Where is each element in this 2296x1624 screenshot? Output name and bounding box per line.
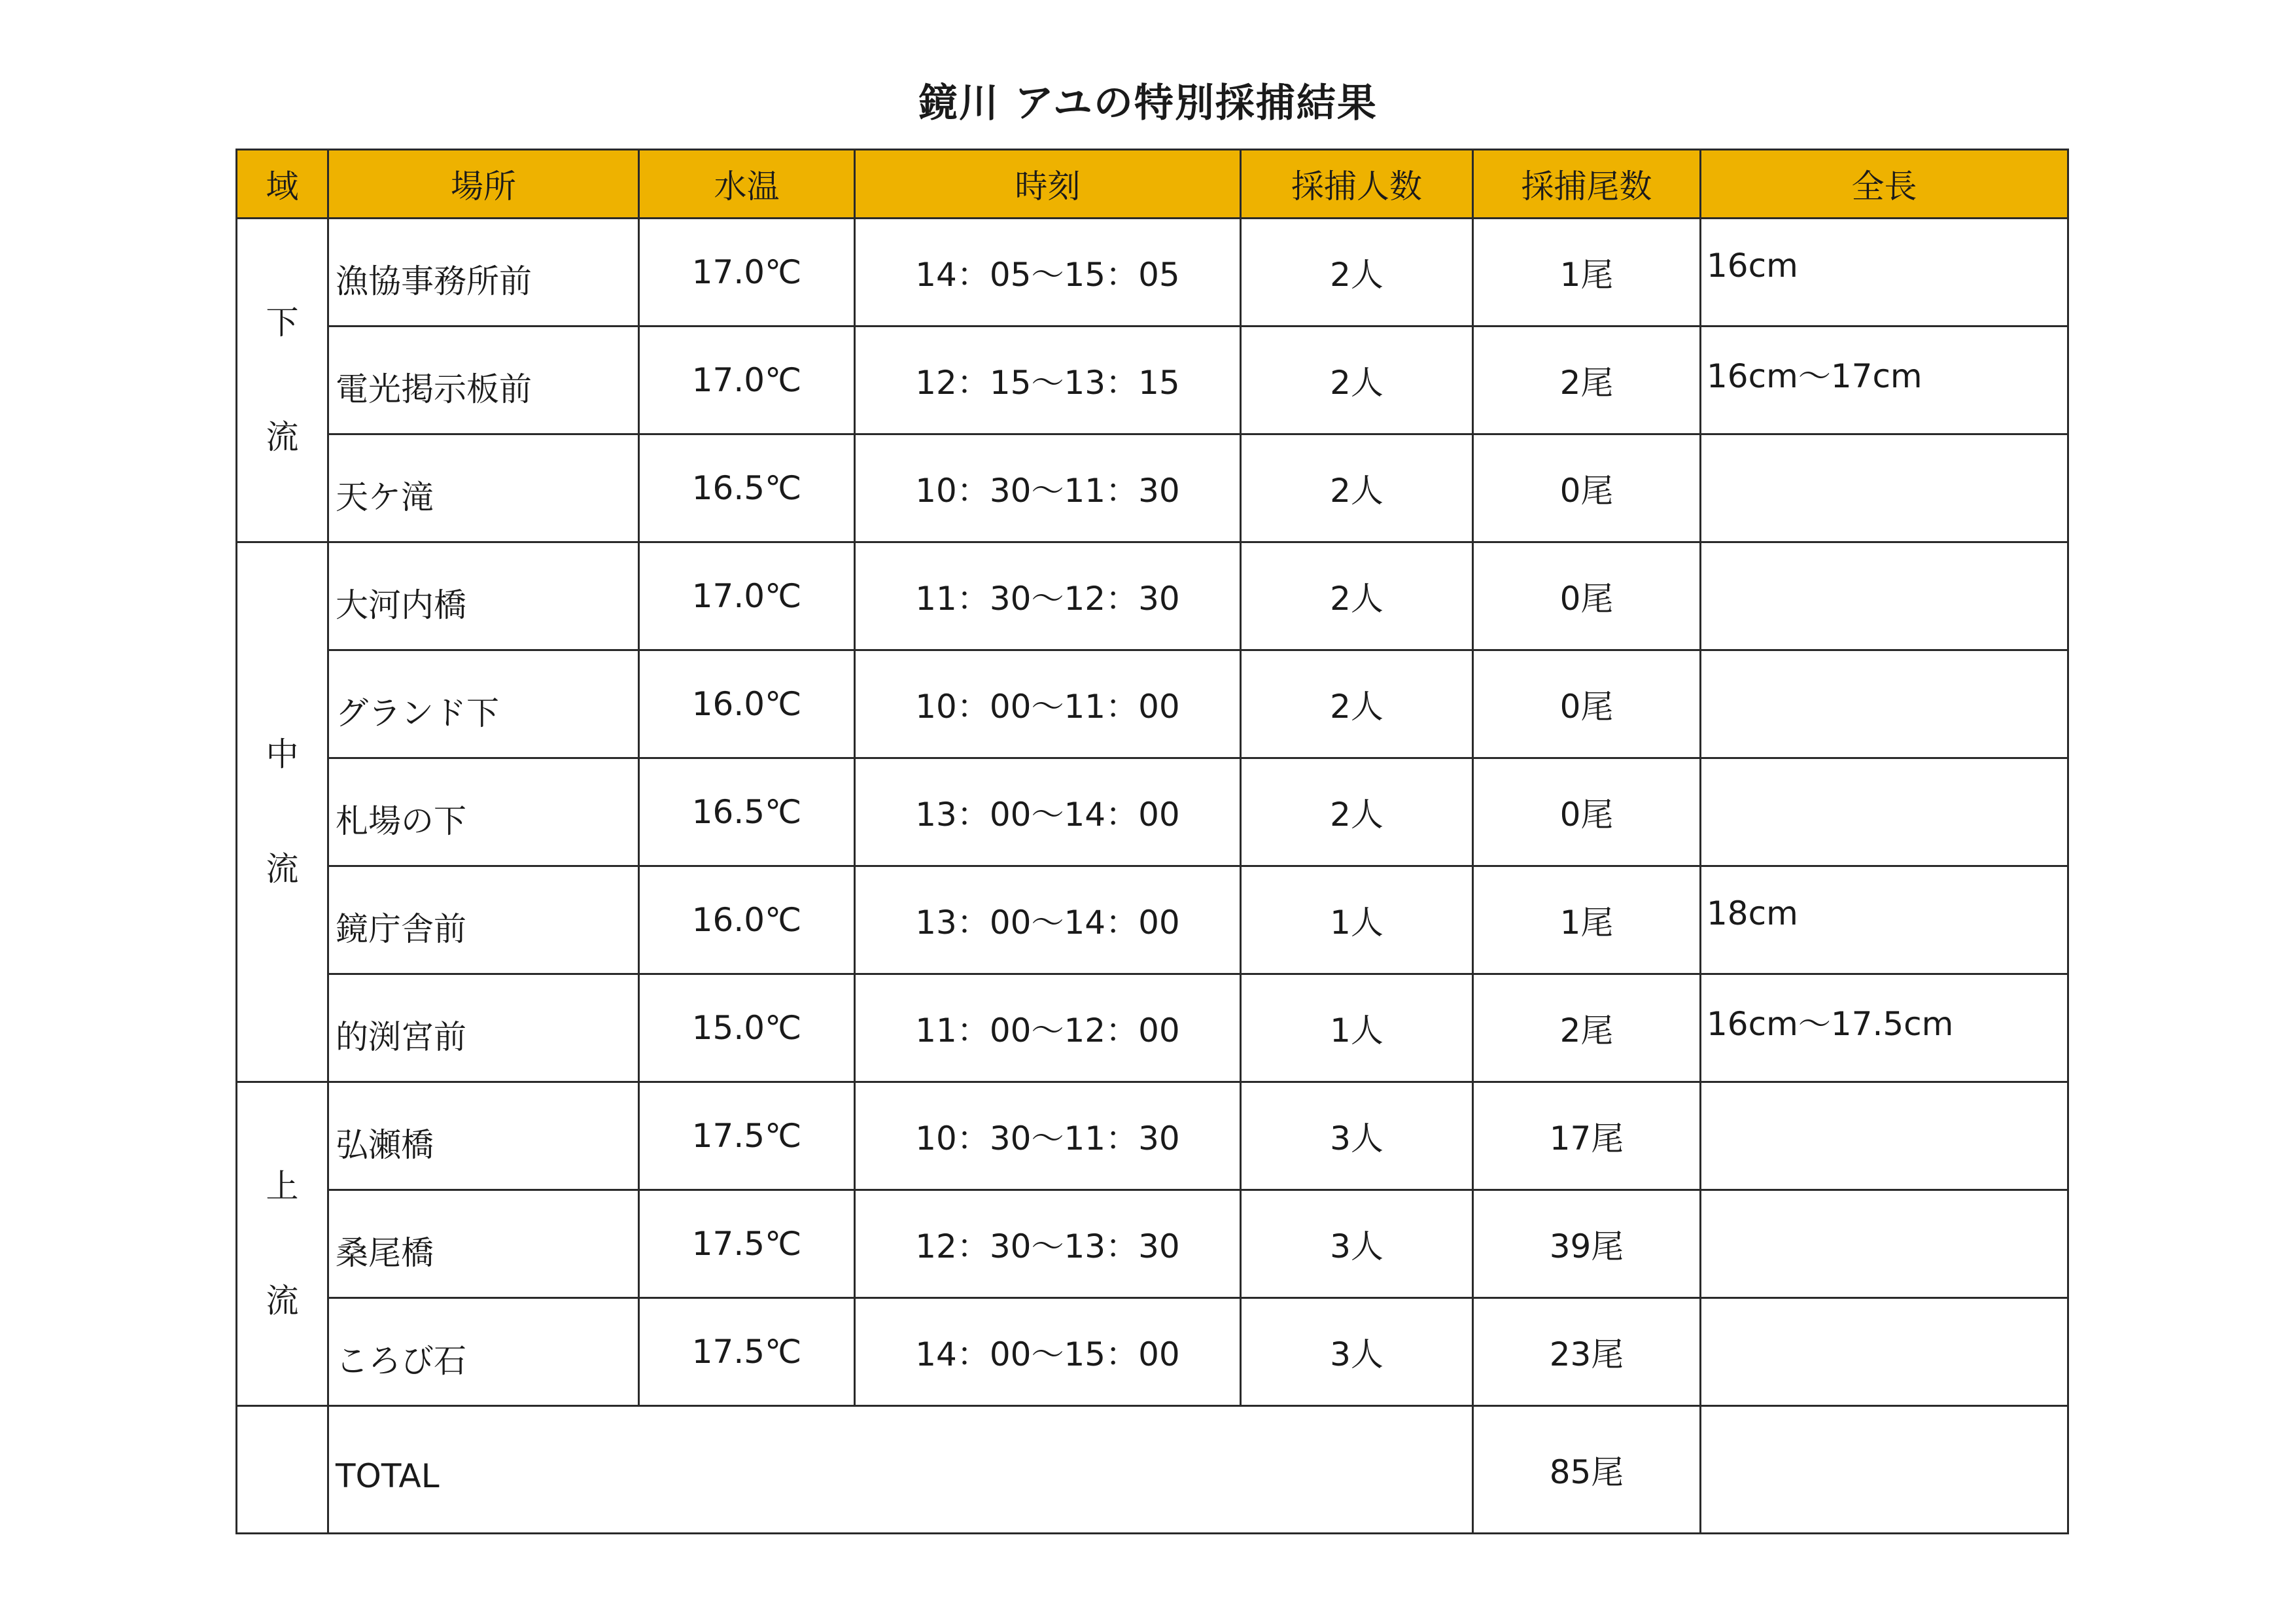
temp-cell: 17.0℃ xyxy=(639,219,855,327)
time-cell: 12：15〜13：15 xyxy=(855,327,1241,434)
table-row xyxy=(237,542,2068,650)
time-cell: 13：00〜14：00 xyxy=(855,758,1241,866)
header-people: 採捕人数 xyxy=(1241,150,1473,219)
place-cell: 鏡庁舎前 xyxy=(328,866,639,974)
people-cell: 2人 xyxy=(1241,434,1473,542)
length-cell: 16cm〜17.5cm xyxy=(1701,974,2068,1082)
people-cell: 3人 xyxy=(1241,1190,1473,1298)
time-cell: 13：00〜14：00 xyxy=(855,866,1241,974)
temp-cell: 16.0℃ xyxy=(639,650,855,758)
time-cell: 12：30〜13：30 xyxy=(855,1190,1241,1298)
header-place: 場所 xyxy=(328,150,639,219)
people-cell: 2人 xyxy=(1241,650,1473,758)
people-cell: 1人 xyxy=(1241,974,1473,1082)
time-cell: 11：30〜12：30 xyxy=(855,542,1241,650)
table-row xyxy=(237,974,2068,1082)
table-row xyxy=(237,650,2068,758)
temp-cell: 17.5℃ xyxy=(639,1082,855,1190)
header-length: 全長 xyxy=(1701,150,2068,219)
table-row xyxy=(237,758,2068,866)
count-cell: 0尾 xyxy=(1473,758,1701,866)
time-cell: 14：00〜15：00 xyxy=(855,1298,1241,1406)
total-count: 85尾 xyxy=(1473,1406,1701,1534)
place-cell: 的渕宮前 xyxy=(328,974,639,1082)
region-downstream xyxy=(237,219,328,542)
length-cell: 16cm〜17cm xyxy=(1701,327,2068,434)
place-cell: ころび石 xyxy=(328,1298,639,1406)
region-midstream xyxy=(237,542,328,1082)
count-cell: 1尾 xyxy=(1473,219,1701,327)
count-cell: 0尾 xyxy=(1473,434,1701,542)
length-cell xyxy=(1701,434,2068,542)
table-row xyxy=(237,1190,2068,1298)
region-char: 中 xyxy=(266,735,299,773)
people-cell: 2人 xyxy=(1241,219,1473,327)
region-char: 流 xyxy=(266,850,299,888)
length-cell xyxy=(1701,650,2068,758)
table-row xyxy=(237,866,2068,974)
total-region-cell xyxy=(237,1406,328,1534)
table-row xyxy=(237,1082,2068,1190)
place-cell: 札場の下 xyxy=(328,758,639,866)
header-row xyxy=(237,150,2068,219)
length-cell xyxy=(1701,1190,2068,1298)
temp-cell: 16.5℃ xyxy=(639,758,855,866)
region-upstream xyxy=(237,1082,328,1406)
place-cell: 漁協事務所前 xyxy=(328,219,639,327)
time-cell: 10：00〜11：00 xyxy=(855,650,1241,758)
place-cell: 弘瀬橋 xyxy=(328,1082,639,1190)
place-cell: 大河内橋 xyxy=(328,542,639,650)
people-cell: 1人 xyxy=(1241,866,1473,974)
region-char: 流 xyxy=(266,1282,299,1320)
people-cell: 2人 xyxy=(1241,542,1473,650)
region-char: 流 xyxy=(266,418,299,456)
temp-cell: 15.0℃ xyxy=(639,974,855,1082)
catch-results-table xyxy=(235,149,2069,1534)
count-cell: 17尾 xyxy=(1473,1082,1701,1190)
length-cell: 16cm xyxy=(1701,219,2068,327)
total-row xyxy=(237,1406,2068,1534)
place-cell: 電光掲示板前 xyxy=(328,327,639,434)
header-water-temp: 水温 xyxy=(639,150,855,219)
header-time: 時刻 xyxy=(855,150,1241,219)
length-cell xyxy=(1701,1082,2068,1190)
count-cell: 39尾 xyxy=(1473,1190,1701,1298)
table-row xyxy=(237,327,2068,434)
time-cell: 14：05〜15：05 xyxy=(855,219,1241,327)
count-cell: 2尾 xyxy=(1473,974,1701,1082)
people-cell: 2人 xyxy=(1241,758,1473,866)
people-cell: 2人 xyxy=(1241,327,1473,434)
count-cell: 0尾 xyxy=(1473,542,1701,650)
temp-cell: 17.5℃ xyxy=(639,1190,855,1298)
count-cell: 0尾 xyxy=(1473,650,1701,758)
time-cell: 10：30〜11：30 xyxy=(855,434,1241,542)
place-cell: グランド下 xyxy=(328,650,639,758)
count-cell: 23尾 xyxy=(1473,1298,1701,1406)
temp-cell: 16.0℃ xyxy=(639,866,855,974)
people-cell: 3人 xyxy=(1241,1082,1473,1190)
length-cell xyxy=(1701,758,2068,866)
place-cell: 天ケ滝 xyxy=(328,434,639,542)
time-cell: 10：30〜11：30 xyxy=(855,1082,1241,1190)
region-char: 下 xyxy=(266,304,299,342)
place-cell: 桑尾橋 xyxy=(328,1190,639,1298)
table-row xyxy=(237,219,2068,327)
temp-cell: 17.0℃ xyxy=(639,542,855,650)
total-label: TOTAL xyxy=(328,1406,1473,1534)
page-title: 鏡川 アユの特別採捕結果 xyxy=(918,80,1378,126)
region-char: 上 xyxy=(266,1167,299,1205)
table-row xyxy=(237,1298,2068,1406)
count-cell: 1尾 xyxy=(1473,866,1701,974)
length-cell: 18cm xyxy=(1701,866,2068,974)
people-cell: 3人 xyxy=(1241,1298,1473,1406)
length-cell xyxy=(1701,1298,2068,1406)
header-region: 域 xyxy=(237,150,328,219)
length-cell xyxy=(1701,542,2068,650)
header-fish-count: 採捕尾数 xyxy=(1473,150,1701,219)
temp-cell: 17.0℃ xyxy=(639,327,855,434)
total-length-cell xyxy=(1701,1406,2068,1534)
temp-cell: 17.5℃ xyxy=(639,1298,855,1406)
time-cell: 11：00〜12：00 xyxy=(855,974,1241,1082)
table-row xyxy=(237,434,2068,542)
count-cell: 2尾 xyxy=(1473,327,1701,434)
temp-cell: 16.5℃ xyxy=(639,434,855,542)
